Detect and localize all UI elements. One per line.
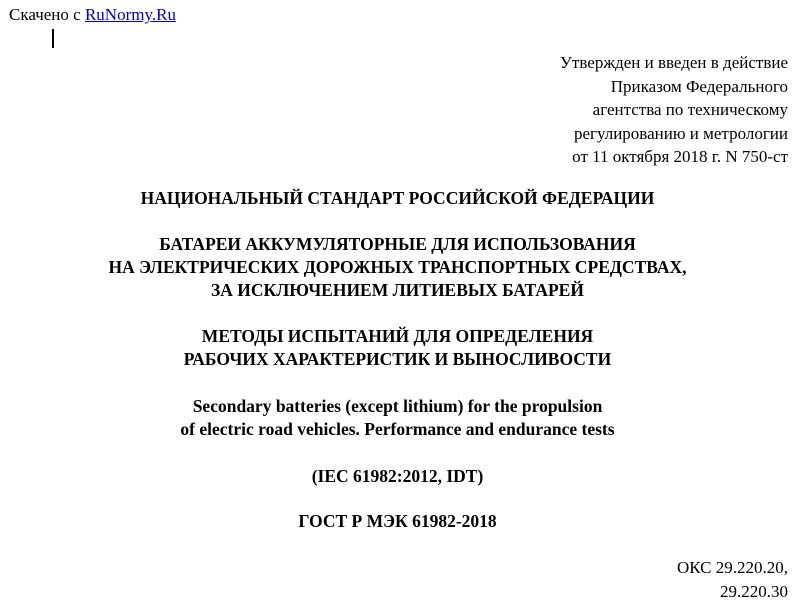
national-standard-text: НАЦИОНАЛЬНЫЙ СТАНДАРТ РОССИЙСКОЙ ФЕДЕРАЦИИ [140,188,655,208]
approval-block [560,51,788,169]
oks-codes [677,556,788,603]
text-cursor [52,29,54,48]
title-ru-line: ЗА ИСКЛЮЧЕНИЕМ ЛИТИЕВЫХ БАТАРЕЙ [211,280,584,300]
title-ru [0,233,795,302]
national-standard-heading [0,186,795,210]
source-prefix: Скачено с [9,5,85,24]
title-ru-line: БАТАРЕИ АККУМУЛЯТОРНЫЕ ДЛЯ ИСПОЛЬЗОВАНИЯ [159,234,636,254]
iec-reference [0,464,795,488]
approval-line: регулированию и метрологии [573,123,788,143]
title-en-line: Secondary batteries (except lithium) for the propulsion [192,396,603,416]
approval-line: от 11 октября 2018 г. N 750-ст [572,147,788,166]
gost-number-text: ГОСТ Р МЭК 61982-2018 [298,511,497,531]
gost-number [0,509,795,533]
approval-line: агентства по техническому [592,100,788,119]
subtitle-ru [0,325,795,371]
subtitle-ru-line: МЕТОДЫ ИСПЫТАНИЙ ДЛЯ ОПРЕДЕЛЕНИЯ [201,326,594,346]
runormy-link[interactable]: RuNormy.Ru [84,5,176,24]
subtitle-ru-line: РАБОЧИХ ХАРАКТЕРИСТИК И ВЫНОСЛИВОСТИ [183,349,612,369]
approval-line: Утвержден и введен в действие [559,53,788,72]
oks-line: ОКС 29.220.20, [676,558,788,577]
oks-line: 29.220.30 [720,581,788,601]
iec-reference-text: (IEC 61982:2012, IDT) [311,466,484,486]
title-en [0,395,795,441]
approval-line: Приказом Федерального [610,76,788,96]
title-ru-line: НА ЭЛЕКТРИЧЕСКИХ ДОРОЖНЫХ ТРАНСПОРТНЫХ СРЕДСТВАХ, [108,257,687,277]
title-en-line: of electric road vehicles. Performance and endurance tests [180,419,615,439]
source-line [9,5,176,25]
